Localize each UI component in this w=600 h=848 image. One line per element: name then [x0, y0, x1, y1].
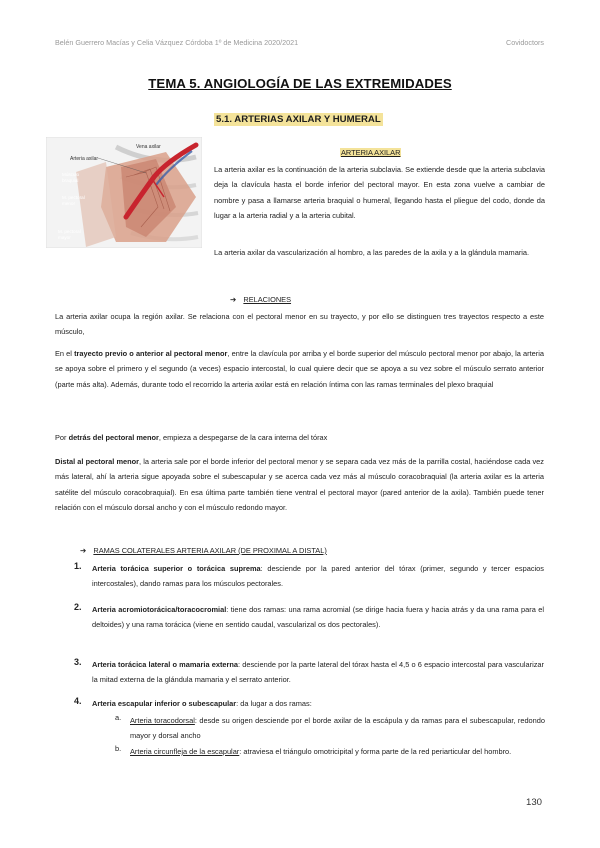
label-pectoral-menor-2: menor [62, 201, 76, 206]
header-authors: Belén Guerrero Macías y Celia Vázquez Córdoba 1º de Medicina 2020/2021 [55, 38, 299, 47]
label-braquial: braquial [62, 178, 79, 183]
label-arteria-axilar: Arteria axilar [70, 156, 99, 162]
relaciones-paragraph-2 [55, 346, 544, 392]
p3-bold: detrás del pectoral menor [68, 433, 159, 442]
sub-list-underlined: Arteria toracodorsal [130, 716, 195, 725]
p2-post: , entre la clavícula por arriba y el borde superior del músculo pectoral menor por abajo, la arteria se apoya sobre el primero y el segundo (a veces) espacio intercostal, lo cual quiere decir que se apoya a su vez sobre el músculo serrato anterior (parte más alta). Además, durante todo el recorrido la arteria axilar está en relación íntima con las ramas terminales del plexo braquial [55, 349, 544, 389]
subheading-arteria-axilar: ARTERIA AXILAR [341, 148, 401, 157]
arrow-icon: ➔ [80, 546, 87, 555]
section-heading: 5.1. ARTERIAS AXILAR Y HUMERAL [216, 114, 381, 125]
p4-post: , la arteria sale por el borde inferior del pectoral menor y se separa cada vez más de la parrilla costal, haciéndose cada vez más lateral, ahí la arteria sigue apoyada sobre el subescapular y se acerca cada vez más al músculo coracobraquial (la arteria axilar es la arteria satélite del músculo coracobraquial). En esa última parte también tiene ventral el pectoral mayor (pared anterior de la axila). También puede tener relación con el músculo dorsal ancho y con el músculo redondo mayor. [55, 457, 544, 512]
axillary-artery-figure [46, 137, 202, 248]
label-pectoral-mayor-1: M. pectoral [58, 229, 81, 234]
label-vena-axilar: Vena axilar [136, 144, 161, 150]
arrow-icon: ➔ [230, 295, 237, 304]
ramas-heading [80, 546, 327, 555]
relaciones-heading [230, 295, 291, 304]
list-item-text [92, 657, 544, 688]
list-item-rest: : da lugar a dos ramas: [236, 699, 312, 708]
relaciones-paragraph-4 [55, 454, 544, 515]
intro-paragraph-1: La arteria axilar es la continuación de la arteria subclavia. Se extiende desde que la arteria subclavia deja la clavícula hasta el borde inferior del pectoral mayor. En esta zona vuelve a cambiar de nombre y pasa a llamarse arteria braquial o humeral, llegando hasta el pliegue del codo, donde da lugar a la arteria radial y a la arteria cubital. [214, 165, 545, 220]
list-item-bold: Arteria torácica lateral o mamaria externa [92, 660, 239, 669]
header-group-name: Covidoctors [506, 38, 544, 47]
list-number: 3. [74, 657, 82, 667]
list-number: 2. [74, 602, 82, 612]
list-item-bold: Arteria acromiotorácica/toracocromial [92, 605, 227, 614]
document-title: TEMA 5. ANGIOLOGÍA DE LAS EXTREMIDADES [148, 76, 452, 91]
sub-list-letter: b. [115, 744, 122, 753]
label-musculo: Músculo [62, 172, 80, 177]
relaciones-paragraph-1: La arteria axilar ocupa la región axilar. Se relaciona con el pectoral menor en su trayecto, y por ello se distinguen tres trayectos respecto a este músculo, [55, 312, 544, 337]
p4-bold: Distal al pectoral menor [55, 457, 140, 466]
list-item-bold: Arteria torácica superior o torácica suprema [92, 564, 261, 573]
list-item-text [92, 696, 544, 711]
list-item-text [92, 602, 544, 633]
relaciones-paragraph-3 [55, 430, 544, 445]
list-item-rest: : desciende por la pared anterior del tórax (primer, segundo y tercer espacios intercostales), dando ramas para los músculos pectorales. [92, 564, 544, 589]
sub-list-text [130, 713, 545, 744]
p2-bold: trayecto previo o anterior al pectoral menor [74, 349, 228, 358]
p3-pre: Por [55, 433, 69, 442]
intro-paragraph-2: La arteria axilar da vascularización al hombro, a las paredes de la axila y a la glándula mamaria. [214, 248, 530, 257]
page-number: 130 [525, 797, 542, 808]
sub-list-underlined: Arteria circunfleja de la escapular [130, 747, 240, 756]
list-item-rest: : tiene dos ramas: una rama acromial (se dirige hacia fuera y hacia atrás y da una rama para el deltoides) y una rama torácica (viene en sentido caudal, vascularizal os dos pectorales). [92, 605, 544, 630]
list-number: 4. [74, 696, 82, 706]
label-pectoral-mayor-2: mayor [58, 235, 71, 240]
p3-post: , empieza a despegarse de la cara interna del tórax [158, 433, 328, 442]
list-number: 1. [74, 561, 82, 571]
sub-list-rest: : atraviesa el triángulo omotricipital y forma parte de la red periarticular del hombro. [239, 747, 512, 756]
label-pectoral-menor-1: M. pectoral [62, 195, 85, 200]
list-item-bold: Arteria escapular inferior o subescapular [92, 699, 237, 708]
sub-list-letter: a. [115, 713, 122, 722]
p2-pre: En el [55, 349, 75, 358]
list-item-rest: : desciende por la parte lateral del tórax hasta el 4,5 o 6 espacio intercostal para vascularizar la mitad externa de la glándula mamaria y el serrato anterior. [92, 660, 544, 685]
list-item-text [92, 561, 544, 592]
sub-list-text [130, 744, 545, 759]
ramas-heading-text: RAMAS COLATERALES ARTERIA AXILAR (DE PROXIMAL A DISTAL) [93, 546, 327, 555]
sub-list-rest: : desde su origen desciende por el borde axilar de la escápula y da ramas para el subescapular, redondo mayor y dorsal ancho [130, 716, 545, 741]
relaciones-heading-text: RELACIONES [243, 295, 292, 304]
